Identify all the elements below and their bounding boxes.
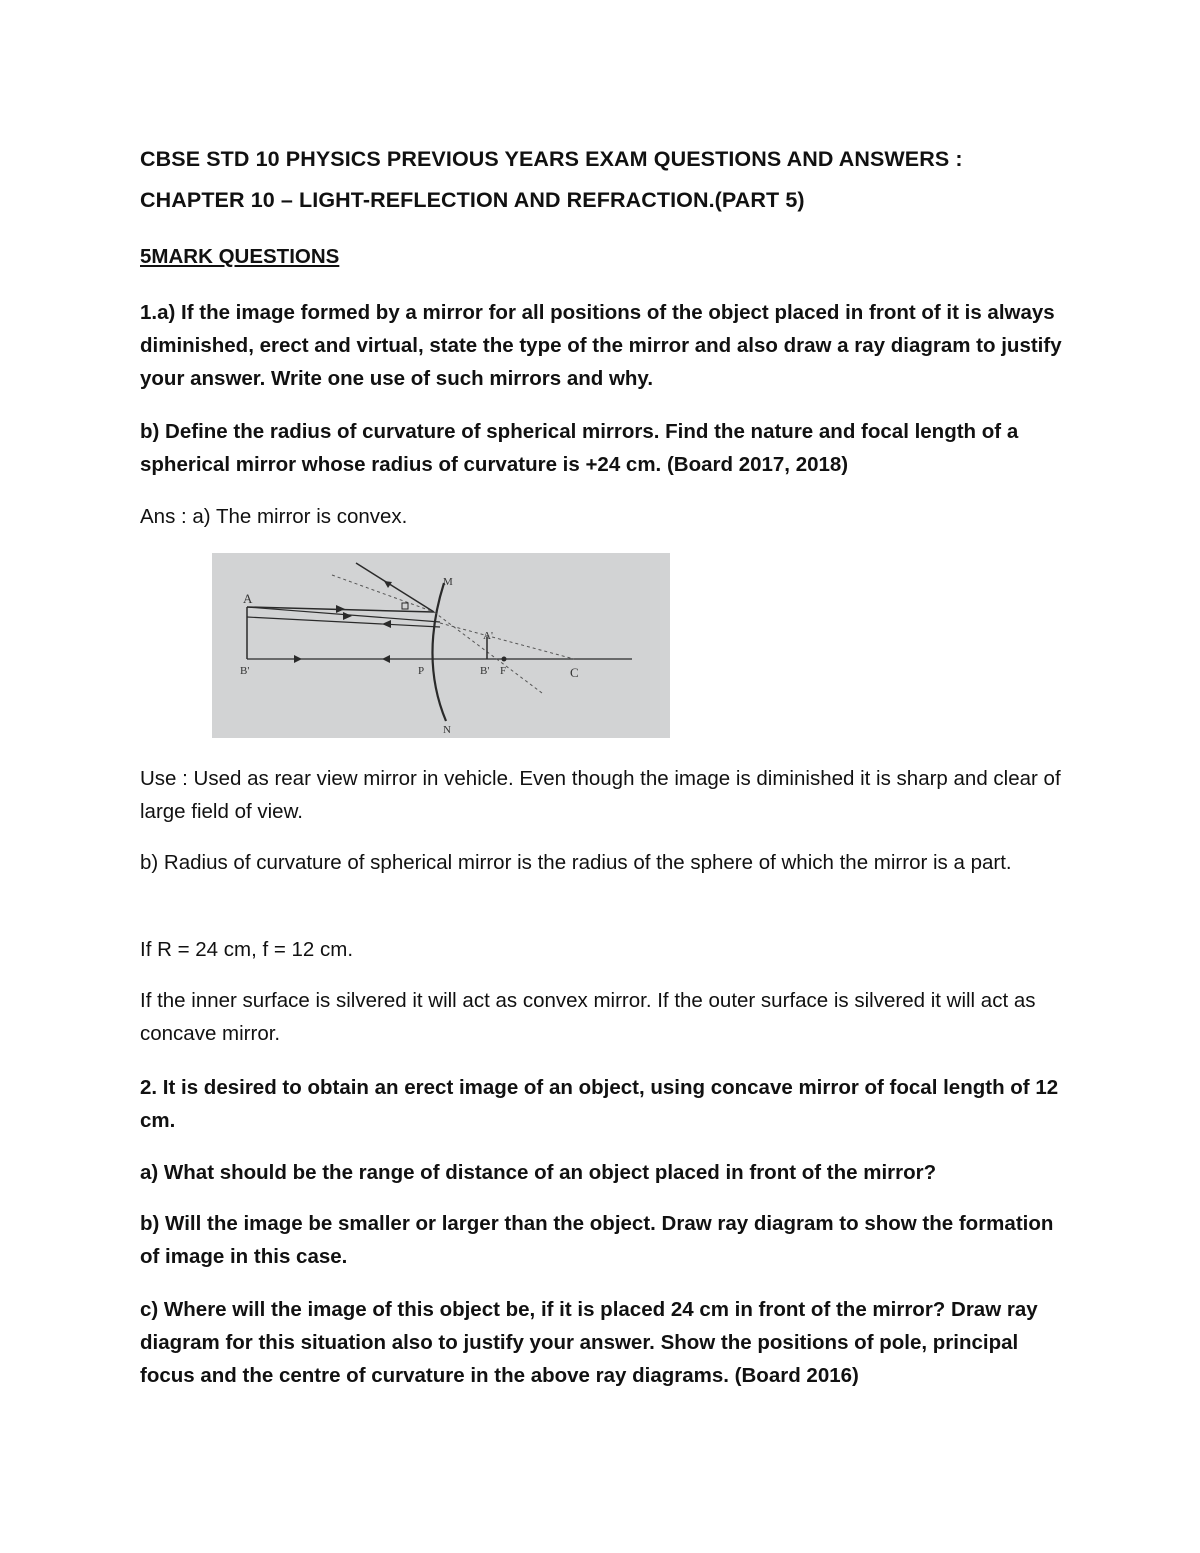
arrowhead-centre (343, 612, 352, 620)
document-title-line-2: CHAPTER 10 – LIGHT-REFLECTION AND REFRACTION.(PART 5) (140, 188, 805, 212)
answer-1-use: Use : Used as rear view mirror in vehicle. Even though the image is diminished it is sharp and clear of large field of view. (140, 767, 1061, 823)
virtual-ray-to-focus (434, 612, 542, 693)
arrowhead-axis (294, 655, 302, 663)
question-2c: c) Where will the image of this object be, if it is placed 24 cm in front of the mirror? Draw ray diagram for this situation also to justify your answer. Show the positions of pole, principal focus and the centre of curvature in the above ray diagrams. (Board 2016) (140, 1298, 1038, 1387)
label-M: M (443, 576, 453, 588)
label-C: C (570, 665, 579, 680)
label-P: P (418, 665, 425, 677)
answer-1-intro: Ans : a) The mirror is convex. (140, 505, 408, 528)
label-A-image: A' (483, 630, 493, 642)
label-N: N (443, 724, 451, 736)
virtual-ray-to-centre (440, 623, 574, 659)
question-1b: b) Define the radius of curvature of spherical mirrors. Find the nature and focal length of a spherical mirror whose radius of curvature is +24 cm. (Board 2017, 2018) (140, 420, 1019, 476)
section-heading: 5MARK QUESTIONS (140, 245, 340, 268)
answer-1b: b) Radius of curvature of spherical mirror is the radius of the sphere of which the mirror is a part. (140, 851, 1012, 874)
label-B-image: B' (480, 665, 490, 677)
arrowhead-parallel (336, 605, 345, 613)
right-angle-mark (402, 603, 408, 609)
answer-1-note: If the inner surface is silvered it will act as convex mirror. If the outer surface is silvered it will act as concave mirror. (140, 989, 1036, 1045)
answer-1-calculation: If R = 24 cm, f = 12 cm. (140, 938, 354, 961)
question-1a: 1.a) If the image formed by a mirror for all positions of the object placed in front of it is always diminished, erect and virtual, state the type of the mirror and also draw a ray diagram to justify your answer. Write one use of such mirrors and why. (140, 301, 1062, 390)
label-A: A (243, 591, 253, 606)
question-2-stem: 2. It is desired to obtain an erect image of an object, using concave mirror of focal length of 12 cm. (140, 1076, 1059, 1132)
question-2a: a) What should be the range of distance of an object placed in front of the mirror? (140, 1161, 937, 1184)
arrowhead-back (382, 620, 391, 628)
label-F: F (500, 665, 507, 677)
convex-mirror-ray-diagram (212, 553, 670, 738)
convex-mirror-arc (432, 583, 446, 721)
label-B: B' (240, 665, 250, 677)
focus-point (502, 657, 507, 662)
document-title-line-1: CBSE STD 10 PHYSICS PREVIOUS YEARS EXAM QUESTIONS AND ANSWERS : (140, 147, 963, 171)
arrowhead-axis-back (382, 655, 390, 663)
question-2b: b) Will the image be smaller or larger than the object. Draw ray diagram to show the formation of image in this case. (140, 1212, 1054, 1268)
